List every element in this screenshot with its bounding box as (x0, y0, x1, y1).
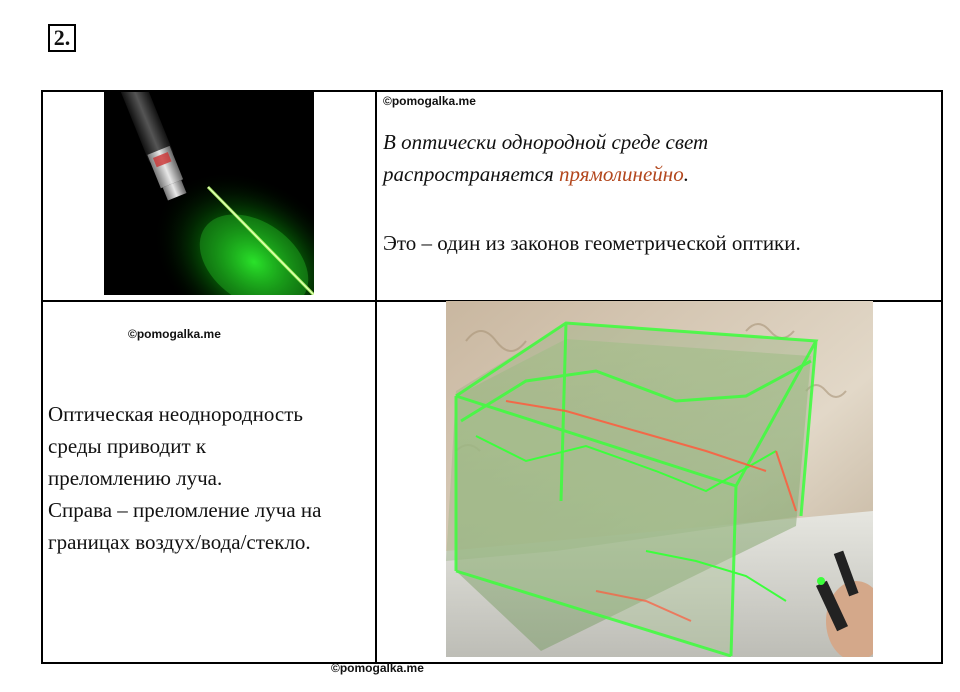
watermark-footer: ©pomogalka.me (331, 661, 424, 675)
explanation-line: границах воздух/вода/стекло. (48, 530, 311, 554)
statement-rectilinear (383, 126, 923, 190)
statement-highlight: прямолинейно (559, 162, 684, 186)
explanation-line: Оптическая неоднородность (48, 402, 303, 426)
geometric-optics-note: Это – один из законов геометрической оптики. (383, 231, 801, 255)
table-divider-vertical (375, 92, 377, 662)
explanation-line: среды приводит к (48, 434, 207, 458)
statement-part2: распространяется (383, 162, 560, 186)
exercise-number-badge: 2. (48, 24, 76, 52)
explanation-line: преломлению луча. (48, 466, 223, 490)
statement-end: . (683, 162, 689, 186)
explanation-line: Справа – преломление луча на (48, 498, 322, 522)
statement-part1: В оптически однородной среде свет (383, 130, 709, 154)
laser-pointer-photo (104, 92, 314, 295)
aquarium-refraction-photo (446, 301, 873, 657)
refraction-explanation (48, 398, 368, 558)
watermark-left: ©pomogalka.me (128, 327, 221, 341)
watermark-top: ©pomogalka.me (383, 94, 476, 108)
